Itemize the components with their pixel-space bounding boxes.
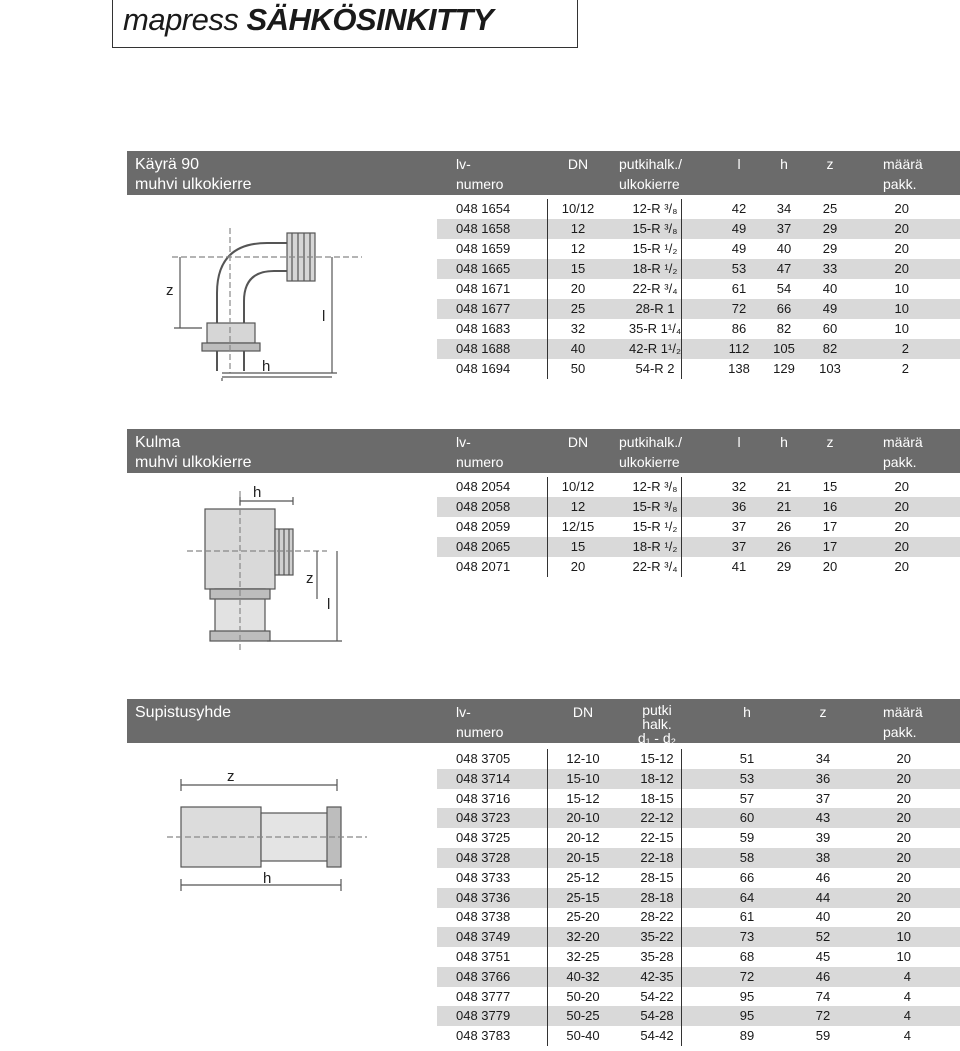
title-box [112,0,578,48]
section-title: Käyrä 90 muhvi ulkokierre [135,156,252,193]
table-cell: 048 3777 [456,988,511,1004]
table-cell: 048 1694 [456,361,511,376]
column-header: määrä pakk. [883,434,923,470]
table-cell: 22-15 [640,830,674,846]
table-cell: 42-35 [640,968,674,984]
table-cell: 58 [739,850,755,865]
table-cell: 20-15 [566,850,600,865]
table-row [437,868,960,888]
table-row [437,808,960,828]
table-cell: 15-R ¹/₂ [632,519,678,534]
column-divider [547,477,548,577]
table-cell: 49 [731,241,747,256]
table-cell: 57 [739,790,755,806]
table-cell: 68 [739,949,755,964]
table-cell: 048 3738 [456,909,511,925]
table-cell: 95 [739,988,755,1004]
table-cell: 12/15 [561,519,595,534]
table-row [437,537,960,557]
table-row [437,1006,960,1026]
table-cell: 20 [894,499,909,514]
table-cell: 35-R 1¹/₄ [628,321,682,336]
table-cell: 15-12 [640,751,674,766]
table-cell: 37 [731,519,747,534]
elbow-90-drawing [162,223,362,383]
table-cell: 28-R 1 [635,301,675,316]
column-divider [681,749,682,1046]
table-cell: 40-32 [566,968,600,984]
table-cell: 15-R ³/₈ [632,499,678,514]
table-cell: 10/12 [561,201,595,216]
table-cell: 46 [815,968,831,984]
table-cell: 28-22 [640,909,674,925]
table-cell: 048 3716 [456,790,511,806]
table-cell: 20 [894,539,909,554]
table-cell: 15 [822,479,838,494]
dim-label-z: z [227,768,235,785]
table-cell: 20 [894,479,909,494]
table-cell: 66 [739,869,755,885]
table-cell: 41 [731,559,747,574]
dim-label-l: l [327,596,331,613]
table-cell: 38 [815,850,831,865]
table-cell: 22-R ³/₄ [632,559,678,574]
table-cell: 2 [901,361,909,376]
table-cell: 40 [822,281,838,296]
table-cell: 048 1665 [456,261,511,276]
table-cell: 72 [815,1008,831,1024]
dim-label-z: z [306,570,314,587]
table-cell: 36 [815,770,831,786]
table-cell: 45 [815,949,831,964]
table-cell: 12-R ³/₈ [632,479,678,494]
table-cell: 18-12 [640,770,674,786]
table-cell: 20 [896,850,911,865]
table-cell: 59 [739,830,755,846]
table-cell: 20 [896,790,911,806]
column-header: määrä pakk. [883,704,923,740]
table-cell: 43 [815,810,831,826]
table-cell: 10 [894,301,909,316]
column-divider [681,477,682,577]
table-cell: 20 [570,559,586,574]
table-cell: 048 3751 [456,949,511,964]
table-cell: 37 [815,790,831,806]
table-cell: 15 [570,261,586,276]
table-row [437,769,960,789]
table-cell: 112 [728,341,750,356]
table-cell: 34 [776,201,792,216]
table-cell: 20 [894,519,909,534]
table-cell: 048 3736 [456,889,511,905]
table-cell: 20 [896,889,911,905]
table-cell: 74 [815,988,831,1004]
table-cell: 29 [776,559,792,574]
table-cell: 20-10 [566,810,600,826]
dim-label-h: h [262,358,271,375]
table-cell: 50-20 [566,988,600,1004]
table-cell: 22-18 [640,850,674,865]
table-cell: 4 [903,968,911,984]
column-divider [681,199,682,379]
table-cell: 25-12 [566,869,600,885]
column-header: putki halk. d₁ - d₂ [637,702,677,746]
table-cell: 10 [896,949,911,964]
table-cell: 138 [728,361,750,376]
table-cell: 10/12 [561,479,595,494]
table-cell: 048 2059 [456,519,511,534]
column-header: z [819,704,827,720]
table-row [437,359,960,379]
table-cell: 44 [815,889,831,905]
table-cell: 10 [894,321,909,336]
section-elbow-90 [127,151,960,383]
table-cell: 048 1683 [456,321,511,336]
dim-label-z: z [166,282,174,299]
table-cell: 048 2071 [456,559,511,574]
table-cell: 37 [776,221,792,236]
table-cell: 53 [739,770,755,786]
table-cell: 12 [570,241,586,256]
table-cell: 54-28 [640,1008,674,1024]
table-cell: 048 1671 [456,281,511,296]
table-cell: 60 [739,810,755,826]
table-cell: 50-25 [566,1008,600,1024]
table-cell: 129 [773,361,795,376]
column-header: l [737,156,741,172]
table-header [127,429,960,473]
table-cell: 18-15 [640,790,674,806]
table-cell: 048 3733 [456,869,511,885]
table-cell: 048 3705 [456,751,511,766]
table-cell: 25-15 [566,889,600,905]
table-cell: 048 3749 [456,929,511,945]
table-cell: 61 [739,909,755,925]
table-cell: 105 [773,341,795,356]
table-row [437,1026,960,1046]
page-title [123,2,493,38]
table-cell: 15-R ³/₈ [632,221,678,236]
table-cell: 34 [815,751,831,766]
table-cell: 50 [570,361,586,376]
column-header: lv- numero [456,156,504,192]
table-cell: 28-15 [640,869,674,885]
table-cell: 28-18 [640,889,674,905]
table-cell: 20 [894,201,909,216]
table-cell: 048 2058 [456,499,511,514]
table-cell: 72 [739,968,755,984]
table-cell: 42-R 1¹/₂ [628,341,681,356]
table-cell: 54-42 [640,1028,674,1044]
table-cell: 16 [822,499,838,514]
table-cell: 048 3714 [456,770,511,786]
table-cell: 54 [776,281,792,296]
table-cell: 20 [896,830,911,846]
table-cell: 4 [903,988,911,1004]
table-cell: 32 [731,479,747,494]
table-cell: 26 [776,539,792,554]
table-row [437,219,960,239]
table-row [437,299,960,319]
table-cell: 18-R ¹/₂ [632,261,678,276]
table-cell: 17 [822,539,838,554]
table-cell: 36 [731,499,747,514]
table-cell: 048 1677 [456,301,511,316]
column-header: DN [567,434,589,450]
table-row [437,319,960,339]
table-row [437,497,960,517]
table-cell: 86 [731,321,747,336]
table-row [437,279,960,299]
table-row [437,339,960,359]
table-cell: 25-20 [566,909,600,925]
table-cell: 048 1688 [456,341,511,356]
table-cell: 12-R ³/₈ [632,201,678,216]
column-header: putkihalk./ ulkokierre [619,434,683,470]
section-title: Kulma muhvi ulkokierre [135,434,252,471]
dim-label-h: h [263,870,272,887]
table-cell: 15-12 [566,790,600,806]
table-cell: 18-R ¹/₂ [632,539,678,554]
table-cell: 20 [894,261,909,276]
table-row [437,907,960,927]
table-cell: 10 [896,929,911,945]
table-cell: 61 [731,281,747,296]
table-cell: 50-40 [566,1028,600,1044]
table-cell: 20 [894,241,909,256]
table-cell: 49 [822,301,838,316]
table-row [437,477,960,497]
table-cell: 82 [776,321,792,336]
section-title: Supistusyhde [135,704,232,721]
table-cell: 10 [894,281,909,296]
reducer-drawing [167,767,367,907]
section-elbow-angle [127,429,960,669]
table-cell: 21 [776,499,792,514]
table-cell: 048 2065 [456,539,511,554]
table-header [127,699,960,746]
table-cell: 20 [896,869,911,885]
table-cell: 048 3783 [456,1028,511,1044]
table-cell: 15-10 [566,770,600,786]
table-row [437,517,960,537]
table-cell: 46 [815,869,831,885]
table-cell: 048 3728 [456,850,511,865]
table-cell: 51 [739,751,755,766]
column-header: h [780,156,788,172]
table-cell: 37 [731,539,747,554]
table-cell: 12 [570,499,586,514]
section-reducer [127,699,960,1047]
table-row [437,987,960,1007]
table-cell: 73 [739,929,755,945]
table-cell: 25 [570,301,586,316]
table-cell: 048 1654 [456,201,511,216]
table-cell: 29 [822,241,838,256]
table-cell: 33 [822,261,838,276]
elbow-angle-drawing [167,481,367,669]
table-cell: 40 [776,241,792,256]
table-cell: 4 [903,1028,911,1044]
table-row [437,199,960,219]
table-cell: 95 [739,1008,755,1024]
column-header: h [780,434,788,450]
column-header: z [826,156,834,172]
title-brand: mapress [123,2,247,37]
table-cell: 47 [776,261,792,276]
table-cell: 4 [903,1008,911,1024]
table-cell: 048 3779 [456,1008,511,1024]
column-header: DN [567,156,589,172]
table-cell: 35-28 [640,949,674,964]
table-cell: 82 [822,341,838,356]
table-cell: 49 [731,221,747,236]
table-cell: 52 [815,929,831,945]
table-cell: 32-20 [566,929,600,945]
table-cell: 25 [822,201,838,216]
table-cell: 22-12 [640,810,674,826]
table-cell: 20-12 [566,830,600,846]
table-cell: 39 [815,830,831,846]
column-divider [547,199,548,379]
table-cell: 35-22 [640,929,674,945]
dim-label-h: h [253,484,262,501]
table-cell: 64 [739,889,755,905]
table-cell: 32 [570,321,586,336]
table-cell: 048 3725 [456,830,511,846]
table-cell: 89 [739,1028,755,1044]
column-header: DN [572,704,594,720]
table-cell: 26 [776,519,792,534]
title-product: SÄHKÖSINKITTY [246,2,494,37]
table-cell: 54-R 2 [635,361,675,376]
table-cell: 048 3766 [456,968,511,984]
table-cell: 40 [815,909,831,925]
dim-label-l: l [322,308,326,325]
table-cell: 12-10 [566,751,600,766]
table-cell: 53 [731,261,747,276]
table-cell: 048 1658 [456,221,511,236]
column-header: lv- numero [456,704,504,740]
table-row [437,927,960,947]
column-header: z [826,434,834,450]
table-cell: 103 [819,361,841,376]
table-row [437,557,960,577]
table-cell: 32-25 [566,949,600,964]
table-row [437,848,960,868]
table-header [127,151,960,195]
table-cell: 20 [896,909,911,925]
table-cell: 40 [570,341,586,356]
table-row [437,947,960,967]
table-cell: 60 [822,321,838,336]
table-cell: 59 [815,1028,831,1044]
table-row [437,828,960,848]
table-cell: 20 [894,221,909,236]
table-cell: 72 [731,301,747,316]
table-cell: 42 [731,201,747,216]
table-cell: 15-R ¹/₂ [632,241,678,256]
table-cell: 66 [776,301,792,316]
column-header: h [743,704,751,720]
column-header: putkihalk./ ulkokierre [619,156,683,192]
column-divider [547,749,548,1046]
table-cell: 20 [822,559,838,574]
table-cell: 048 3723 [456,810,511,826]
table-cell: 20 [896,751,911,766]
table-cell: 29 [822,221,838,236]
table-row [437,259,960,279]
table-cell: 2 [901,341,909,356]
column-header: määrä pakk. [883,156,923,192]
table-cell: 048 2054 [456,479,511,494]
table-row [437,967,960,987]
table-cell: 12 [570,221,586,236]
table-cell: 20 [896,810,911,826]
table-cell: 048 1659 [456,241,511,256]
table-cell: 21 [776,479,792,494]
column-header: l [737,434,741,450]
table-row [437,789,960,809]
table-cell: 22-R ³/₄ [632,281,678,296]
table-cell: 20 [570,281,586,296]
column-header: lv- numero [456,434,504,470]
table-row [437,749,960,769]
table-cell: 15 [570,539,586,554]
table-cell: 20 [894,559,909,574]
table-row [437,888,960,908]
table-row [437,239,960,259]
table-cell: 17 [822,519,838,534]
table-cell: 20 [896,770,911,786]
table-cell: 54-22 [640,988,674,1004]
